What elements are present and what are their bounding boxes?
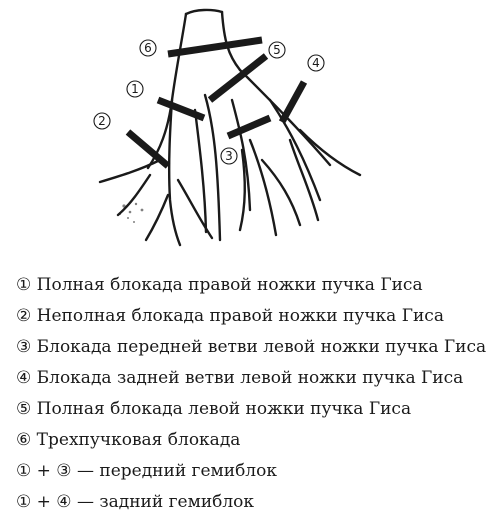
right-branch-twig-4 [146,195,168,240]
legend-number: ⑤ [16,399,32,419]
legend-item [16,489,482,520]
block-bar-2 [128,132,168,166]
trunk-top [186,10,222,14]
legend-number: ④ [16,368,32,388]
legend-list [16,272,487,520]
marker-label-3: 3 [225,149,233,163]
legend-text: Полная блокада правой ножки пучка Гиса [36,275,423,295]
legend-text: Блокада передней ветви левой ножки пучка Гиса [36,337,487,357]
block-bar-3 [228,118,270,136]
block-bar-5 [210,56,266,100]
print-smudge [119,203,143,223]
posterior-fascicle-twig-2 [300,130,360,175]
left-bundle-branch [205,95,220,240]
posterior-fascicle-twig-1 [270,100,320,200]
left-anterior-fascicle [232,100,250,210]
legend-text: Блокада задней ветви левой ножки пучка Гиса [36,368,464,388]
block-bar-1 [158,100,204,118]
legend-text: Трехпучковая блокада [36,430,241,450]
legend-number: ③ [16,337,32,357]
anterior-fascicle-twig-2 [240,150,245,230]
legend-text: — передний гемиблок [76,461,277,481]
legend-item [16,303,482,334]
block-bar-4 [282,82,304,122]
legend-number: ⑥ [16,430,32,450]
marker-label-2: 2 [98,114,106,128]
marker-label-5: 5 [273,43,281,57]
marker-label-4: 4 [312,56,320,70]
legend-number: ① [16,275,32,295]
legend-item [16,272,482,303]
legend-item [16,365,482,396]
right-branch-twig-1 [100,160,160,182]
anterior-fascicle-twig-1 [250,140,276,235]
legend-text: Полная блокада левой ножки пучка Гиса [36,399,412,419]
legend-number: ① + ③ [16,461,72,481]
legend-number: ① + ④ [16,492,72,512]
legend-item [16,396,482,427]
marker-label-1: 1 [131,82,139,96]
right-branch-twig-2 [118,175,150,215]
right-bundle-branch [169,100,180,245]
legend-item [16,458,482,489]
legend-text: Неполная блокада правой ножки пучка Гиса [36,306,444,326]
legend-item [16,427,482,458]
marker-label-6: 6 [144,41,152,55]
legend-item [16,334,487,365]
legend-text: — задний гемиблок [76,492,255,512]
his-bundle-trunk [148,14,186,168]
legend-number: ② [16,306,32,326]
